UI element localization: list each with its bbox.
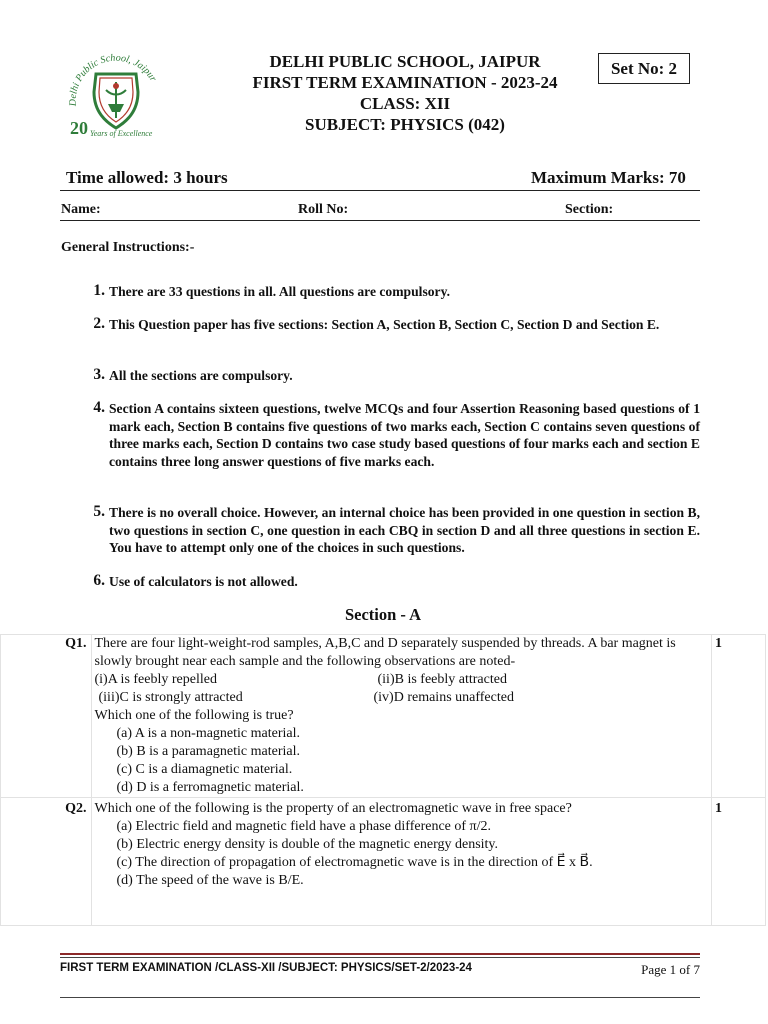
instruction-text: Section A contains sixteen questions, twelve MCQs and four Assertion Reasoning based questions of 1 mark each, Section B contains five questions of two marks each, Section C contains seven questions of three marks each, Section D contains two case study based questions of four marks each and section E contains three long answer questions of five marks each. <box>109 401 700 469</box>
maximum-marks: Maximum Marks: 70 <box>531 168 686 187</box>
instruction-number: 2. <box>93 315 105 332</box>
section-title: Section - A <box>344 605 422 624</box>
logo-years-text: Years of Excellence <box>90 129 153 138</box>
instruction-text: There are 33 questions in all. All questions are compulsory. <box>109 284 451 299</box>
option: (b) B is a paramagnetic material. <box>116 744 300 759</box>
logo-years-number: 20 <box>70 118 88 138</box>
name-label: Name: <box>61 202 101 217</box>
question-prompt: Which one of the following is true? <box>94 708 294 723</box>
set-number-box: Set No: 2 <box>598 53 690 84</box>
instruction-item <box>85 316 700 334</box>
option: (a) Electric field and magnetic field have a phase difference of π/2. <box>116 819 492 834</box>
question-row <box>1 798 766 926</box>
footer-rule <box>60 953 700 955</box>
instruction-item <box>85 573 700 591</box>
question-body <box>91 635 711 798</box>
page-number: Page 1 of 7 <box>641 962 700 977</box>
question-marks: 1 <box>711 635 765 798</box>
question-stem: There are four light-weight-rod samples, A,B,C and D separately suspended by threads. A bar magnet is slowly brought near each sample and the following observations are noted- <box>94 636 676 669</box>
instruction-text: Use of calculators is not allowed. <box>109 574 298 589</box>
observation: (iii)C is strongly attracted <box>98 690 243 705</box>
instruction-number: 5. <box>93 503 105 520</box>
question-marks: 1 <box>711 798 765 926</box>
observation: (ii)B is feebly attracted <box>377 672 507 687</box>
question-number: Q2. <box>1 798 92 926</box>
question-number: Q1. <box>1 635 92 798</box>
instruction-number: 6. <box>93 572 105 589</box>
observation: (i)A is feebly repelled <box>94 672 217 687</box>
questions-table <box>0 634 766 926</box>
subject-label: SUBJECT: PHYSICS (042) <box>305 115 505 134</box>
time-allowed: Time allowed: 3 hours <box>66 168 228 187</box>
divider <box>60 220 700 221</box>
option: (d) The speed of the wave is B/E. <box>116 873 304 888</box>
page-footer <box>60 962 700 977</box>
instruction-number: 1. <box>93 282 105 299</box>
school-logo <box>62 48 170 144</box>
instruction-item <box>85 367 700 385</box>
question-body <box>91 798 711 926</box>
instruction-item <box>85 283 700 301</box>
option: (a) A is a non-magnetic material. <box>116 726 300 741</box>
option: (b) Electric energy density is double of the magnetic energy density. <box>116 837 499 852</box>
observation-row <box>95 689 711 707</box>
question-stem: Which one of the following is the property of an electromagnetic wave in free space? <box>94 801 572 816</box>
instruction-number: 3. <box>93 366 105 383</box>
divider <box>60 190 700 191</box>
option: (d) D is a ferromagnetic material. <box>116 780 304 795</box>
footer-title: FIRST TERM EXAMINATION /CLASS-XII /SUBJECT: PHYSICS/SET-2/2023-24 <box>60 962 472 974</box>
instruction-item <box>85 504 700 557</box>
class-label: CLASS: XII <box>359 94 451 113</box>
footer-rule <box>60 957 700 958</box>
logo-ring-text: Delhi Public School, Jaipur <box>67 52 159 107</box>
observation: (iv)D remains unaffected <box>373 690 514 705</box>
instruction-item <box>85 400 700 470</box>
option: (c) C is a diamagnetic material. <box>116 762 293 777</box>
observation-row <box>95 671 711 689</box>
exam-title: FIRST TERM EXAMINATION - 2023-24 <box>252 73 558 92</box>
question-row <box>1 635 766 798</box>
section-label: Section: <box>565 202 614 217</box>
school-name: DELHI PUBLIC SCHOOL, JAIPUR <box>269 52 541 71</box>
instruction-text: This Question paper has five sections: Section A, Section B, Section C, Section D and Section E. <box>109 317 660 332</box>
option: (c) The direction of propagation of electromagnetic wave is in the direction of E⃗ x B⃗. <box>116 855 593 870</box>
instruction-number: 4. <box>93 399 105 416</box>
roll-no-label: Roll No: <box>298 202 349 217</box>
instructions-heading: General Instructions:- <box>61 240 195 255</box>
instruction-text: All the sections are compulsory. <box>109 368 293 383</box>
footer-bottom-rule <box>60 997 700 998</box>
instruction-text: There is no overall choice. However, an internal choice has been provided in one question in section B, two questions in section C, one question in each CBQ in section D and all three questions in section E. You have to attempt only one of the choices in such questions. <box>109 505 700 555</box>
